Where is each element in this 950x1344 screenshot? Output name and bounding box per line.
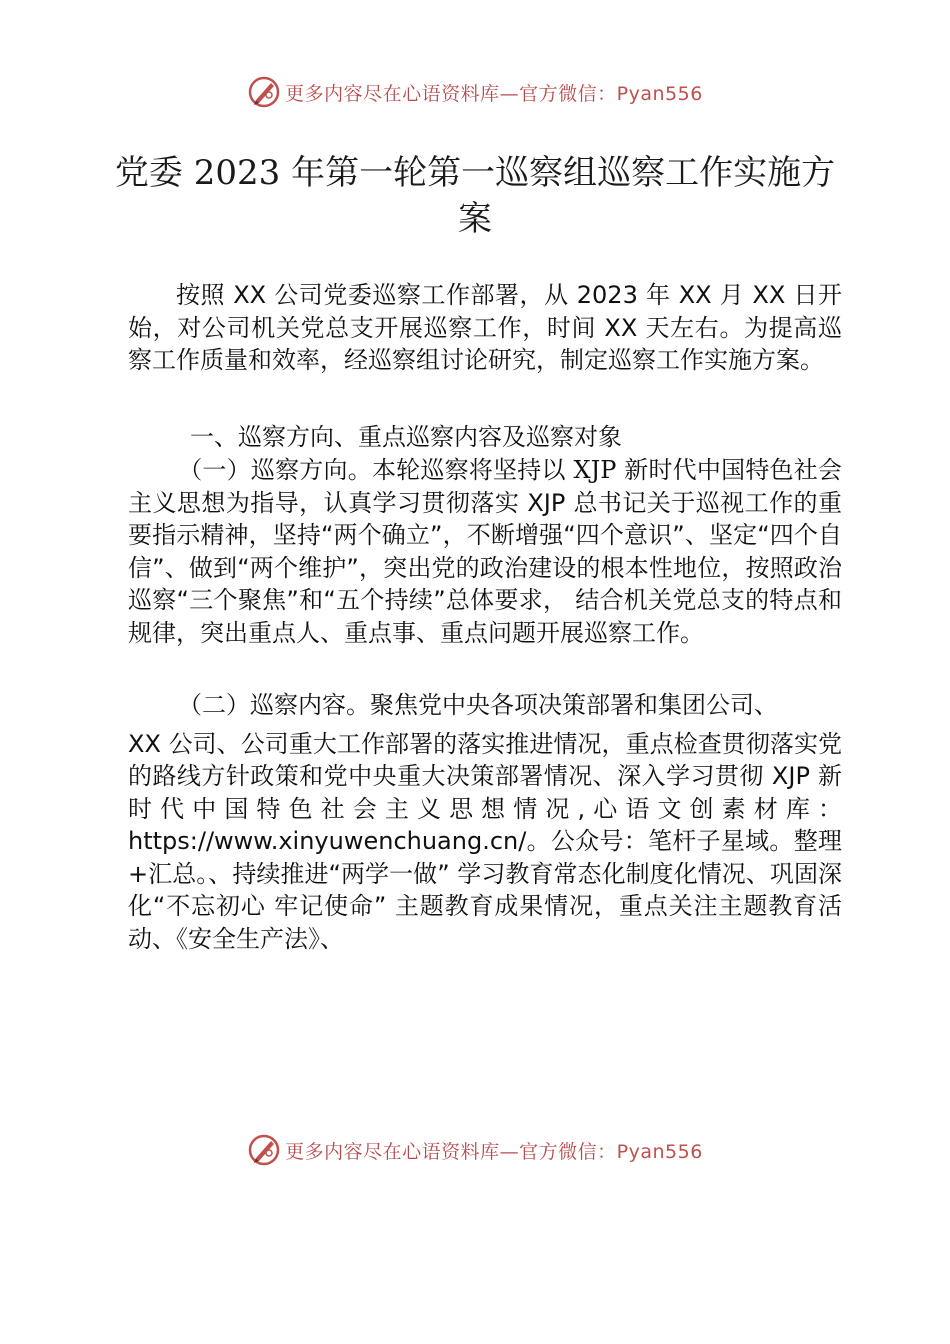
banner-text-main: 更多内容尽在心语资料库—官方微信： xyxy=(285,1140,617,1163)
section-direction-body: 社会主义思想为指导，认真学习贯彻落实 XJP 总书记关于巡视工作的重要指示精神，坚持“两个确立”，不断增强“四个意识”、坚定“四个自信”、做到“两个维护”，突出党的政治建设的根本性地位，按照政治巡察“三个聚焦”和“五个持续”总体要求， 结合机关党总支的特点和规律，突出重点人、重点事、重点问题开展巡察工作。 xyxy=(128,456,842,647)
pen-logo-icon xyxy=(247,1133,281,1167)
section-content-label: （二）巡察内容。聚焦党中央各项决策部署和集团公司、 xyxy=(178,691,778,719)
section-content-body: XX 公司、公司重大工作部署的落实推进情况，重点检查贯彻落实党的路线方针政策和党中央重大决策部署情况、深入学习贯彻 XJP 新时代中国特色社会主义思想情况,心语文创素材库：https://www.xinyuwenchuang.cn/。公众号：笔杆子星域。整理+汇总。、持续推进“两学一做” 学习教育常态化制度化情况、巩固深化“不忘初心 牢记使命” 主题教育成果情况，重点关注主题教育活动、《安全生产法》、 xyxy=(128,729,842,953)
section-direction-label: （一）巡察方向。本轮巡察将坚持以 XJP 新时代中国特色 xyxy=(178,456,794,484)
banner-text-main: 更多内容尽在心语资料库—官方微信： xyxy=(285,82,617,105)
wechat-id: Pyan556 xyxy=(616,1140,703,1163)
section-direction xyxy=(128,454,842,649)
section-content xyxy=(128,689,842,955)
header-banner xyxy=(0,70,950,114)
document-title: 党委 2023 年第一轮第一巡察组巡察工作实施方案 xyxy=(114,153,836,239)
pen-logo-icon xyxy=(247,75,281,109)
intro-paragraph: 按照 XX 公司党委巡察工作部署，从 2023 年 XX 月 XX 日开始，对公司机关党总支开展巡察工作，时间 XX 天左右。为提高巡察工作质量和效率，经巡察组讨论研究，制定巡察工作实施方案。 xyxy=(128,281,842,374)
section-heading: 一、巡察方向、重点巡察内容及巡察对象 xyxy=(190,423,622,451)
wechat-id: Pyan556 xyxy=(616,82,703,105)
footer-banner xyxy=(0,1128,950,1172)
